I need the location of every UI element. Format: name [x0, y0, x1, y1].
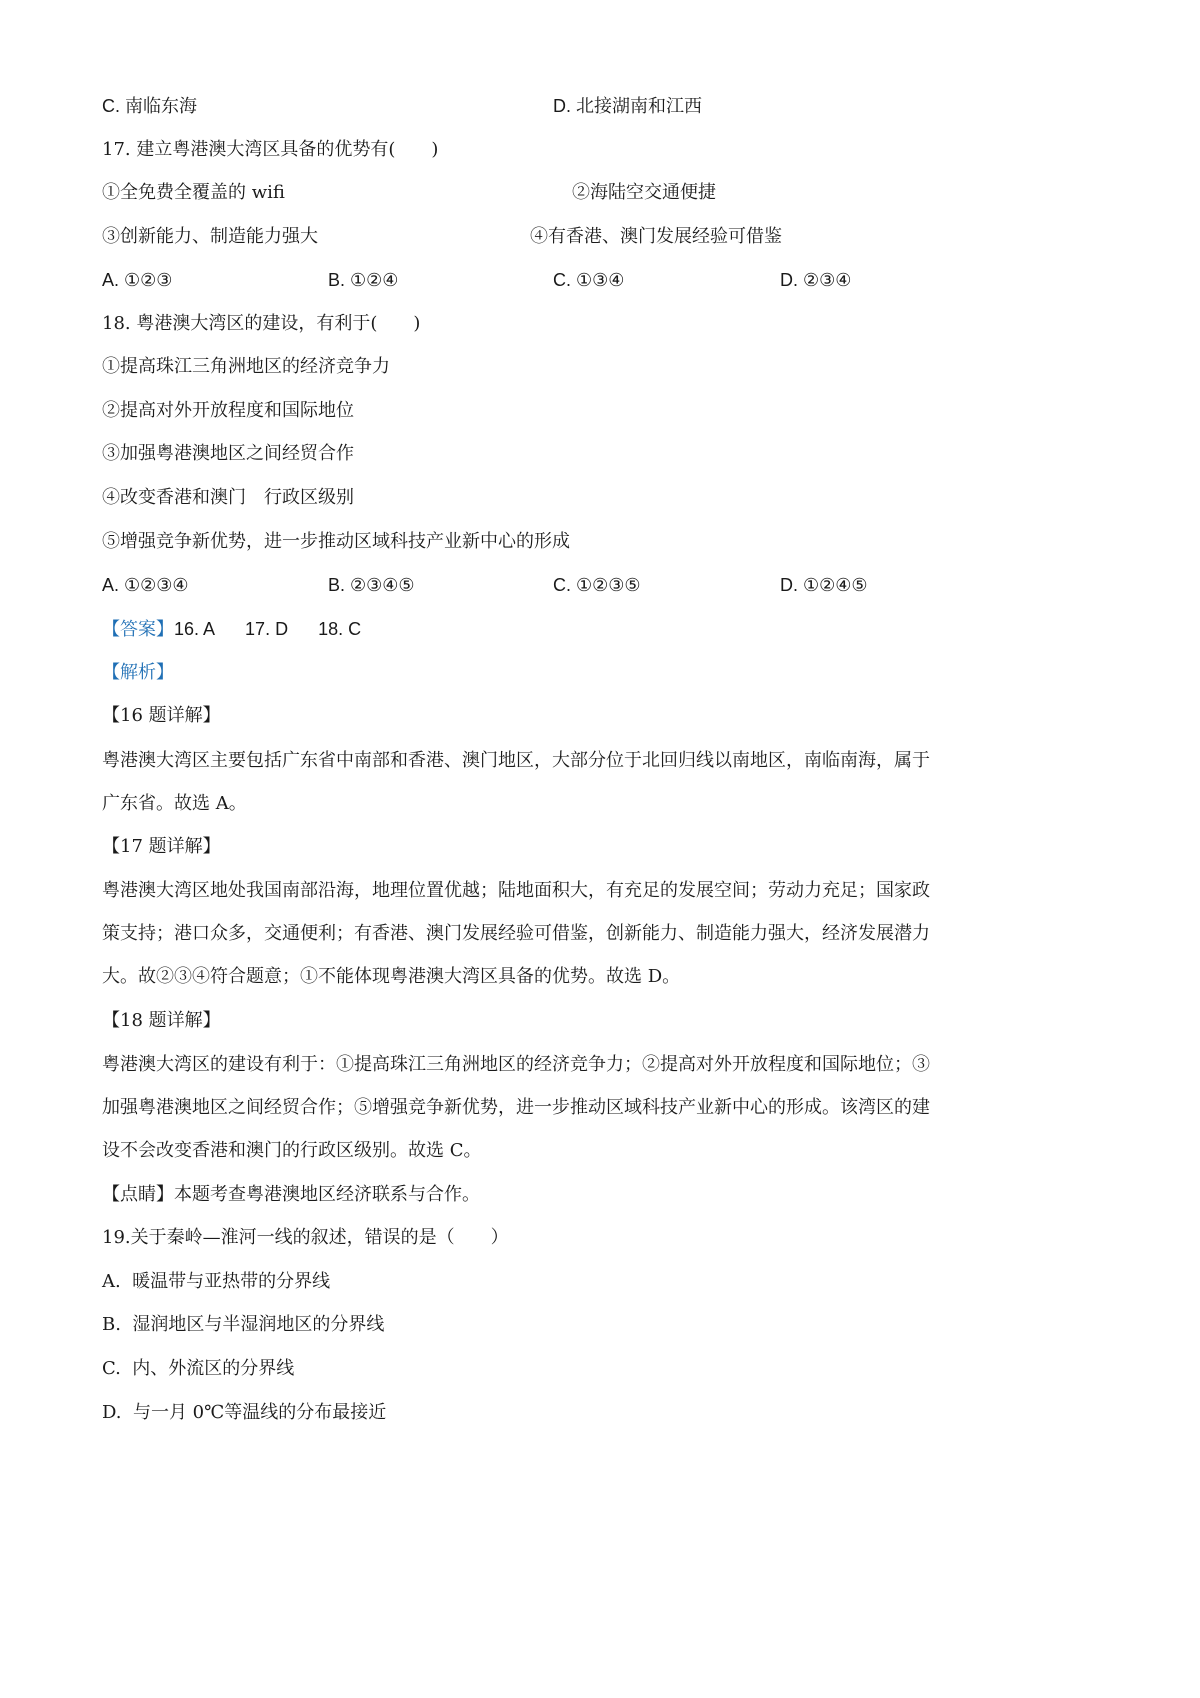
d18-paragraph — [102, 1043, 1007, 1172]
q19-option-d: D. 与一月 0℃等温线的分布最接近 — [102, 1402, 387, 1423]
q18-option-b: B. ②③④⑤ — [328, 575, 415, 595]
answer-16: 16. A — [174, 619, 216, 639]
d16-paragraph — [102, 739, 1007, 825]
answer-17: 17. D — [245, 619, 289, 639]
q17-stem: 17. 建立粤港澳大湾区具备的优势有( ) — [102, 139, 439, 160]
q19-option-b: B. 湿润地区与半湿润地区的分界线 — [102, 1314, 385, 1335]
q18-option-d: D. ①②④⑤ — [780, 575, 868, 595]
answer-label: 【答案】 — [102, 619, 174, 639]
q17-option-c: C. ①③④ — [553, 270, 625, 290]
d18-line-3: 设不会改变香港和澳门的行政区级别。故选 C。 — [102, 1140, 482, 1161]
q18-option-a: A. ①②③④ — [102, 575, 189, 595]
q16-option-c: C. 南临东海 — [102, 96, 198, 116]
q18-statement-5: ⑤增强竞争新优势，进一步推动区域科技产业新中心的形成 — [102, 531, 570, 552]
d16-line-1: 粤港澳大湾区主要包括广东省中南部和香港、澳门地区，大部分位于北回归线以南地区，南临南海，属于 — [102, 750, 930, 771]
answer-line — [102, 617, 391, 641]
q18-statement-4: ④改变香港和澳门 行政区级别 — [102, 487, 354, 508]
q18-stem: 18. 粤港澳大湾区的建设，有利于( ) — [102, 313, 421, 334]
q17-option-d: D. ②③④ — [780, 270, 852, 290]
analysis-label: 【解析】 — [102, 662, 174, 682]
d18-line-2: 加强粤港澳地区之间经贸合作；⑤增强竞争新优势，进一步推动区域科技产业新中心的形成。该湾区的建 — [102, 1097, 930, 1118]
q17-option-a: A. ①②③ — [102, 270, 173, 290]
d17-paragraph — [102, 869, 1007, 998]
d16-line-2: 广东省。故选 A。 — [102, 793, 247, 814]
q18-statement-1: ①提高珠江三角洲地区的经济竞争力 — [102, 356, 390, 377]
q18-option-c: C. ①②③⑤ — [553, 575, 641, 595]
q17-option-b: B. ①②④ — [328, 270, 399, 290]
tip-line: 【点睛】本题考查粤港澳地区经济联系与合作。 — [102, 1184, 480, 1205]
d17-title: 【17 题详解】 — [102, 836, 221, 857]
d17-line-1: 粤港澳大湾区地处我国南部沿海，地理位置优越；陆地面积大，有充足的发展空间；劳动力充足；国家政 — [102, 880, 930, 901]
q17-statement-2: ②海陆空交通便捷 — [572, 182, 716, 203]
q19-option-a: A. 暖温带与亚热带的分界线 — [102, 1271, 331, 1292]
answer-18: 18. C — [318, 619, 362, 639]
q18-statement-2: ②提高对外开放程度和国际地位 — [102, 400, 354, 421]
d16-title: 【16 题详解】 — [102, 705, 221, 726]
q16-option-d: D. 北接湖南和江西 — [553, 96, 703, 116]
q17-statement-4: ④有香港、澳门发展经验可借鉴 — [530, 226, 782, 247]
d18-line-1: 粤港澳大湾区的建设有利于：①提高珠江三角洲地区的经济竞争力；②提高对外开放程度和国际地位；③ — [102, 1054, 930, 1075]
q17-statement-1: ①全免费全覆盖的 wifi — [102, 182, 285, 203]
d17-line-3: 大。故②③④符合题意；①不能体现粤港澳大湾区具备的优势。故选 D。 — [102, 966, 681, 987]
q19-option-c: C. 内、外流区的分界线 — [102, 1358, 295, 1379]
q19-stem: 19.关于秦岭—淮河一线的叙述，错误的是（ ） — [102, 1227, 509, 1248]
q17-statement-3: ③创新能力、制造能力强大 — [102, 226, 318, 247]
d17-line-2: 策支持；港口众多，交通便利；有香港、澳门发展经验可借鉴，创新能力、制造能力强大，经济发展潜力 — [102, 923, 930, 944]
d18-title: 【18 题详解】 — [102, 1010, 221, 1031]
q18-statement-3: ③加强粤港澳地区之间经贸合作 — [102, 443, 354, 464]
